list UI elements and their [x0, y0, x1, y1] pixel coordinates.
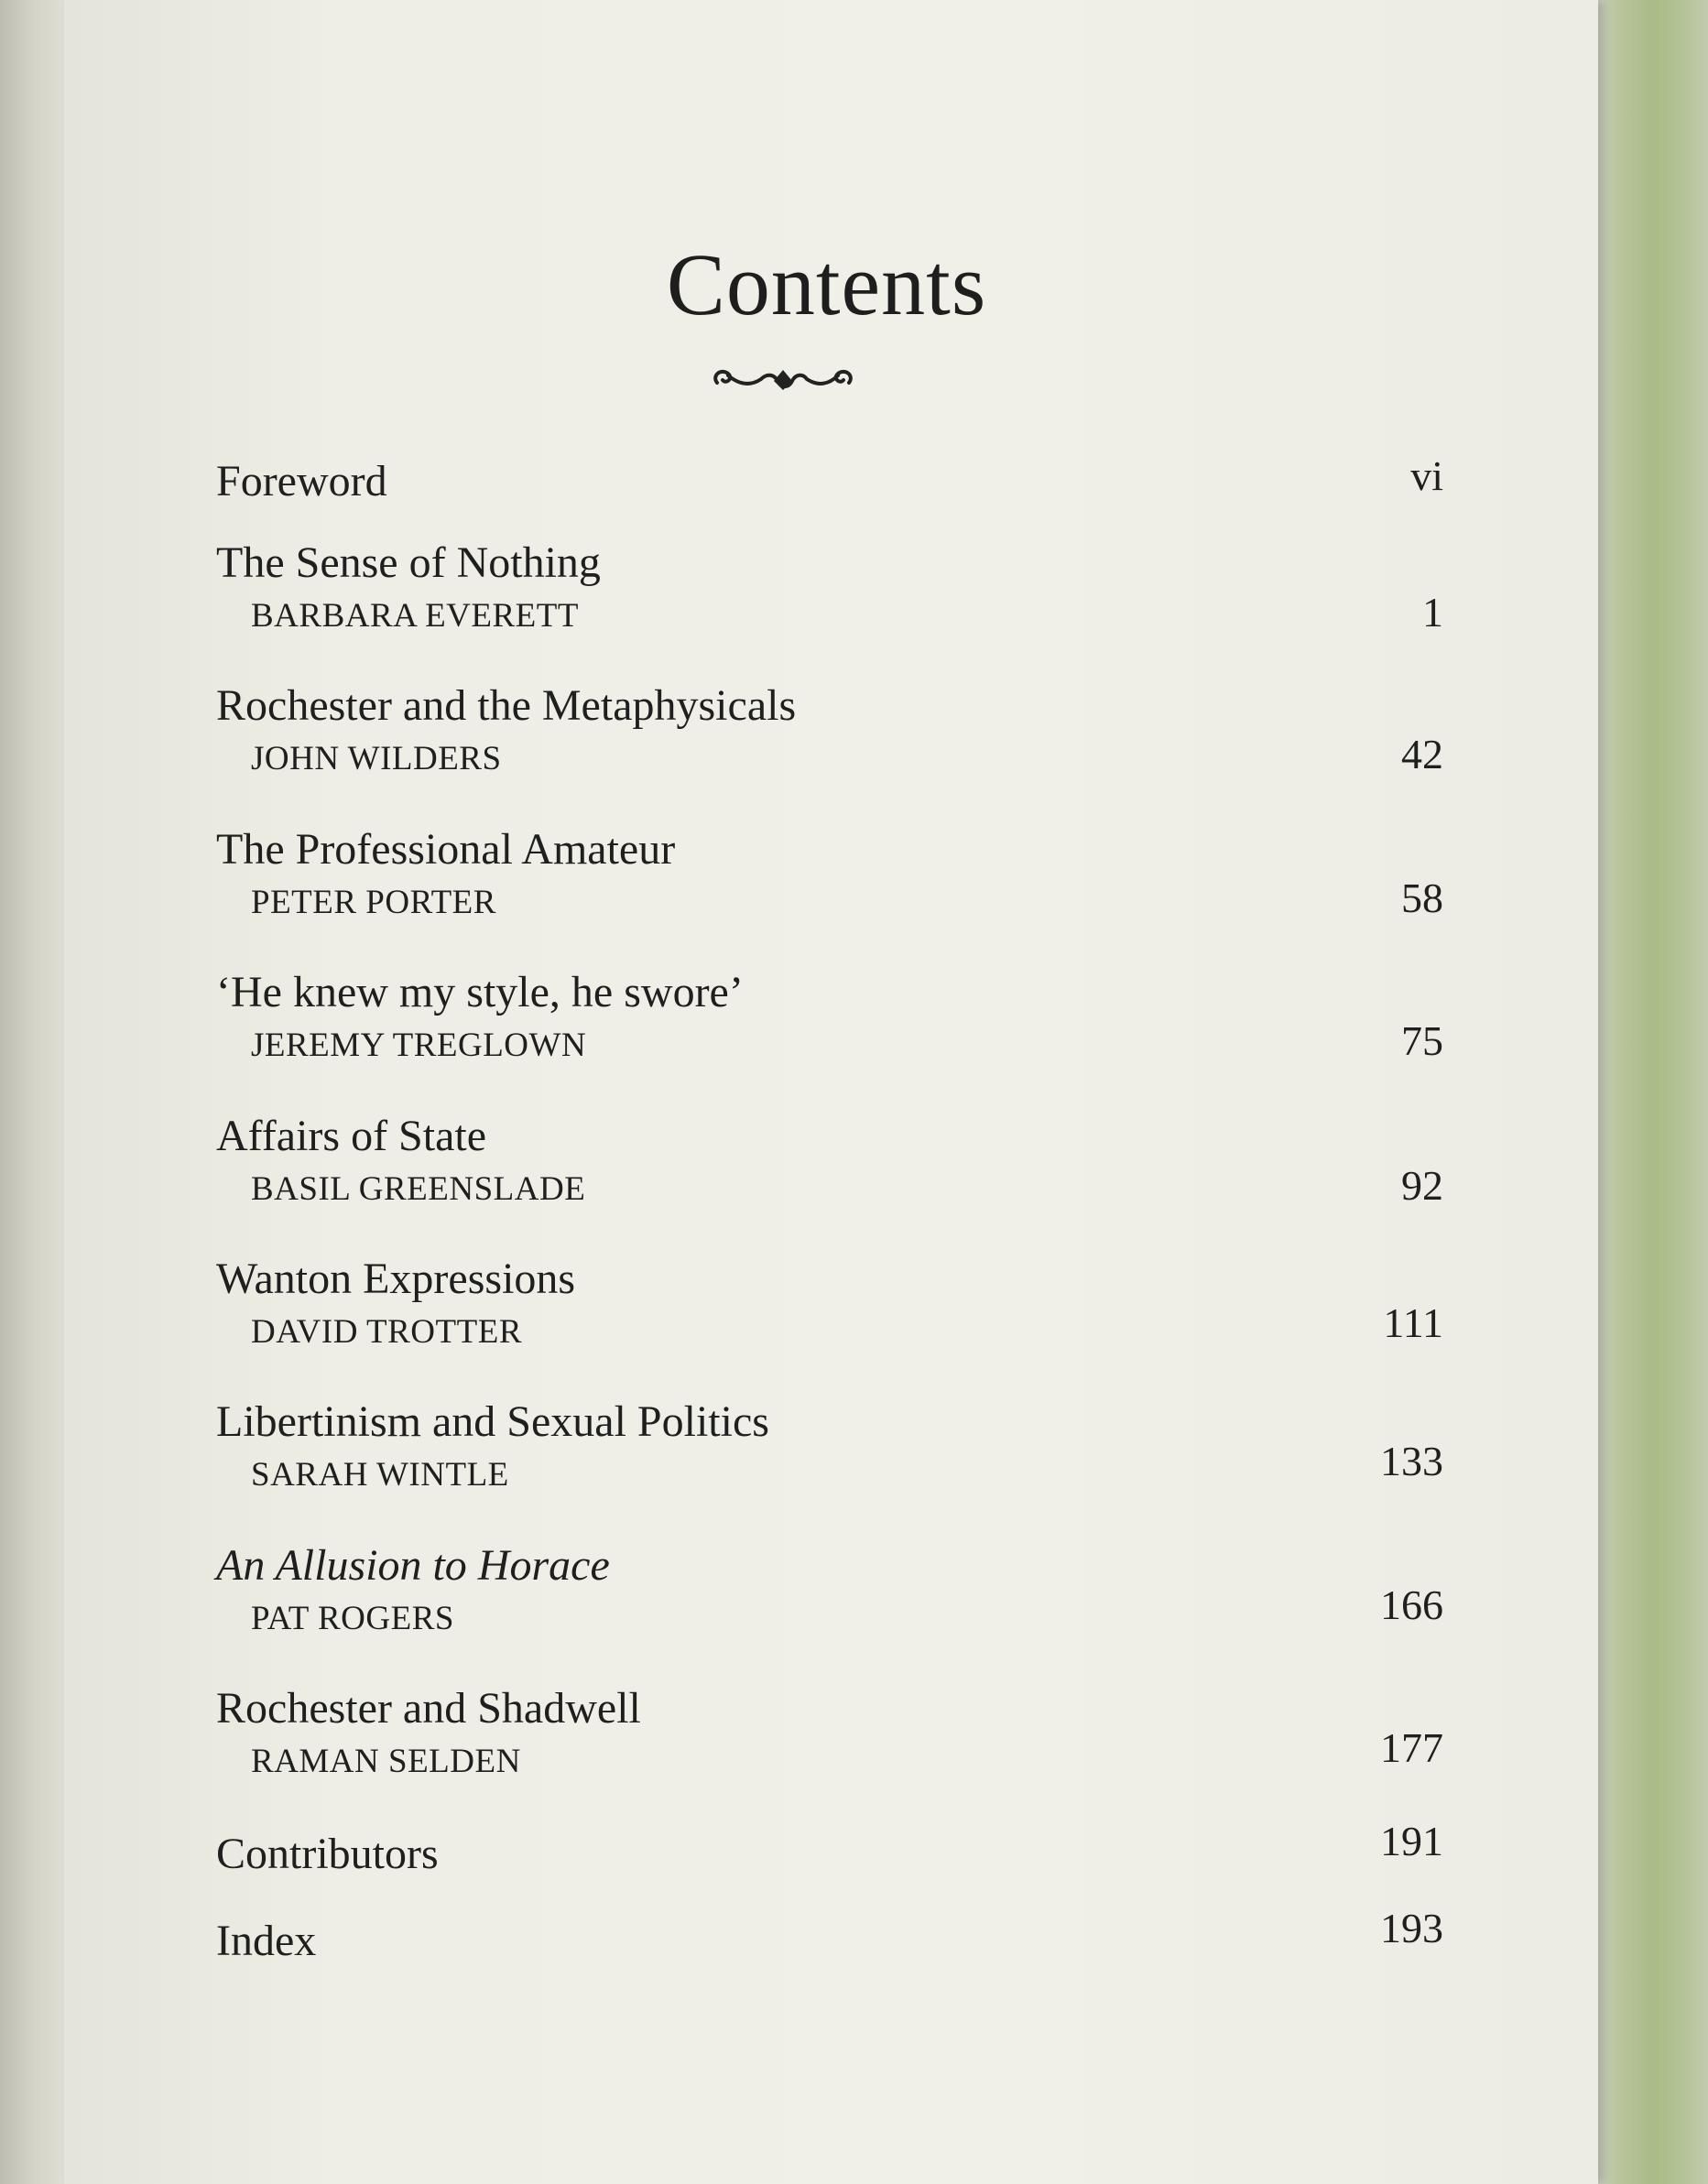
entry-page-number: 111 [1383, 1299, 1443, 1346]
toc-entry [216, 1253, 1443, 1353]
entry-author: BARBARA EVERETT [251, 597, 579, 635]
entry-title: Rochester and the Metaphysicals [216, 681, 797, 730]
entry-page-number: 177 [1380, 1724, 1443, 1771]
toc-entry-index [216, 1905, 1443, 1968]
toc-entry [216, 1396, 1443, 1496]
toc-entry [216, 966, 1443, 1067]
entry-author: SARAH WINTLE [251, 1456, 509, 1494]
entry-title: Libertinism and Sexual Politics [216, 1397, 769, 1446]
entry-title: The Professional Amateur [216, 825, 676, 874]
entry-author: PAT ROGERS [251, 1600, 454, 1637]
entry-page-number: 58 [1401, 875, 1443, 921]
entry-page-number: 1 [1422, 589, 1443, 636]
entry-title: Foreword [216, 457, 387, 505]
entry-author: JOHN WILDERS [251, 740, 502, 777]
toc-entry [216, 679, 1443, 780]
toc-entry-contributors [216, 1818, 1443, 1881]
toc-entry-foreword [216, 452, 1443, 508]
entry-title: Affairs of State [216, 1112, 487, 1160]
toc-entry [216, 1110, 1443, 1211]
toc-entry [216, 823, 1443, 924]
book-page [64, 0, 1598, 2184]
entry-title: Rochester and Shadwell [216, 1684, 641, 1733]
entry-author: JEREMY TREGLOWN [251, 1027, 587, 1064]
entry-title: Wanton Expressions [216, 1255, 576, 1303]
entry-author: DAVID TROTTER [251, 1313, 522, 1351]
entry-title: ‘He knew my style, he swore’ [216, 968, 744, 1016]
entry-page-number: vi [1410, 452, 1443, 499]
entry-page-number: 191 [1380, 1818, 1443, 1864]
page-title: Contents [666, 235, 987, 333]
entry-page-number: 42 [1401, 731, 1443, 777]
entry-page-number: 193 [1380, 1905, 1443, 1951]
contents-page [64, 0, 1598, 2184]
toc-entry [216, 1682, 1443, 1783]
entry-author: RAMAN SELDEN [251, 1743, 521, 1780]
toc-entry [216, 537, 1443, 637]
entry-title: Contributors [216, 1830, 439, 1878]
entry-title: An Allusion to Horace [216, 1541, 610, 1590]
scroll-flourish-icon [710, 363, 856, 399]
entry-page-number: 92 [1401, 1162, 1443, 1209]
entry-page-number: 75 [1401, 1017, 1443, 1064]
toc-entry [216, 1539, 1443, 1640]
entry-page-number: 133 [1380, 1438, 1443, 1484]
cover-edge [1598, 0, 1708, 2184]
entry-author: BASIL GREENSLADE [251, 1170, 586, 1208]
entry-page-number: 166 [1380, 1581, 1443, 1628]
entry-title: Index [216, 1917, 317, 1965]
entry-title: The Sense of Nothing [216, 538, 601, 587]
entry-author: PETER PORTER [251, 884, 496, 921]
